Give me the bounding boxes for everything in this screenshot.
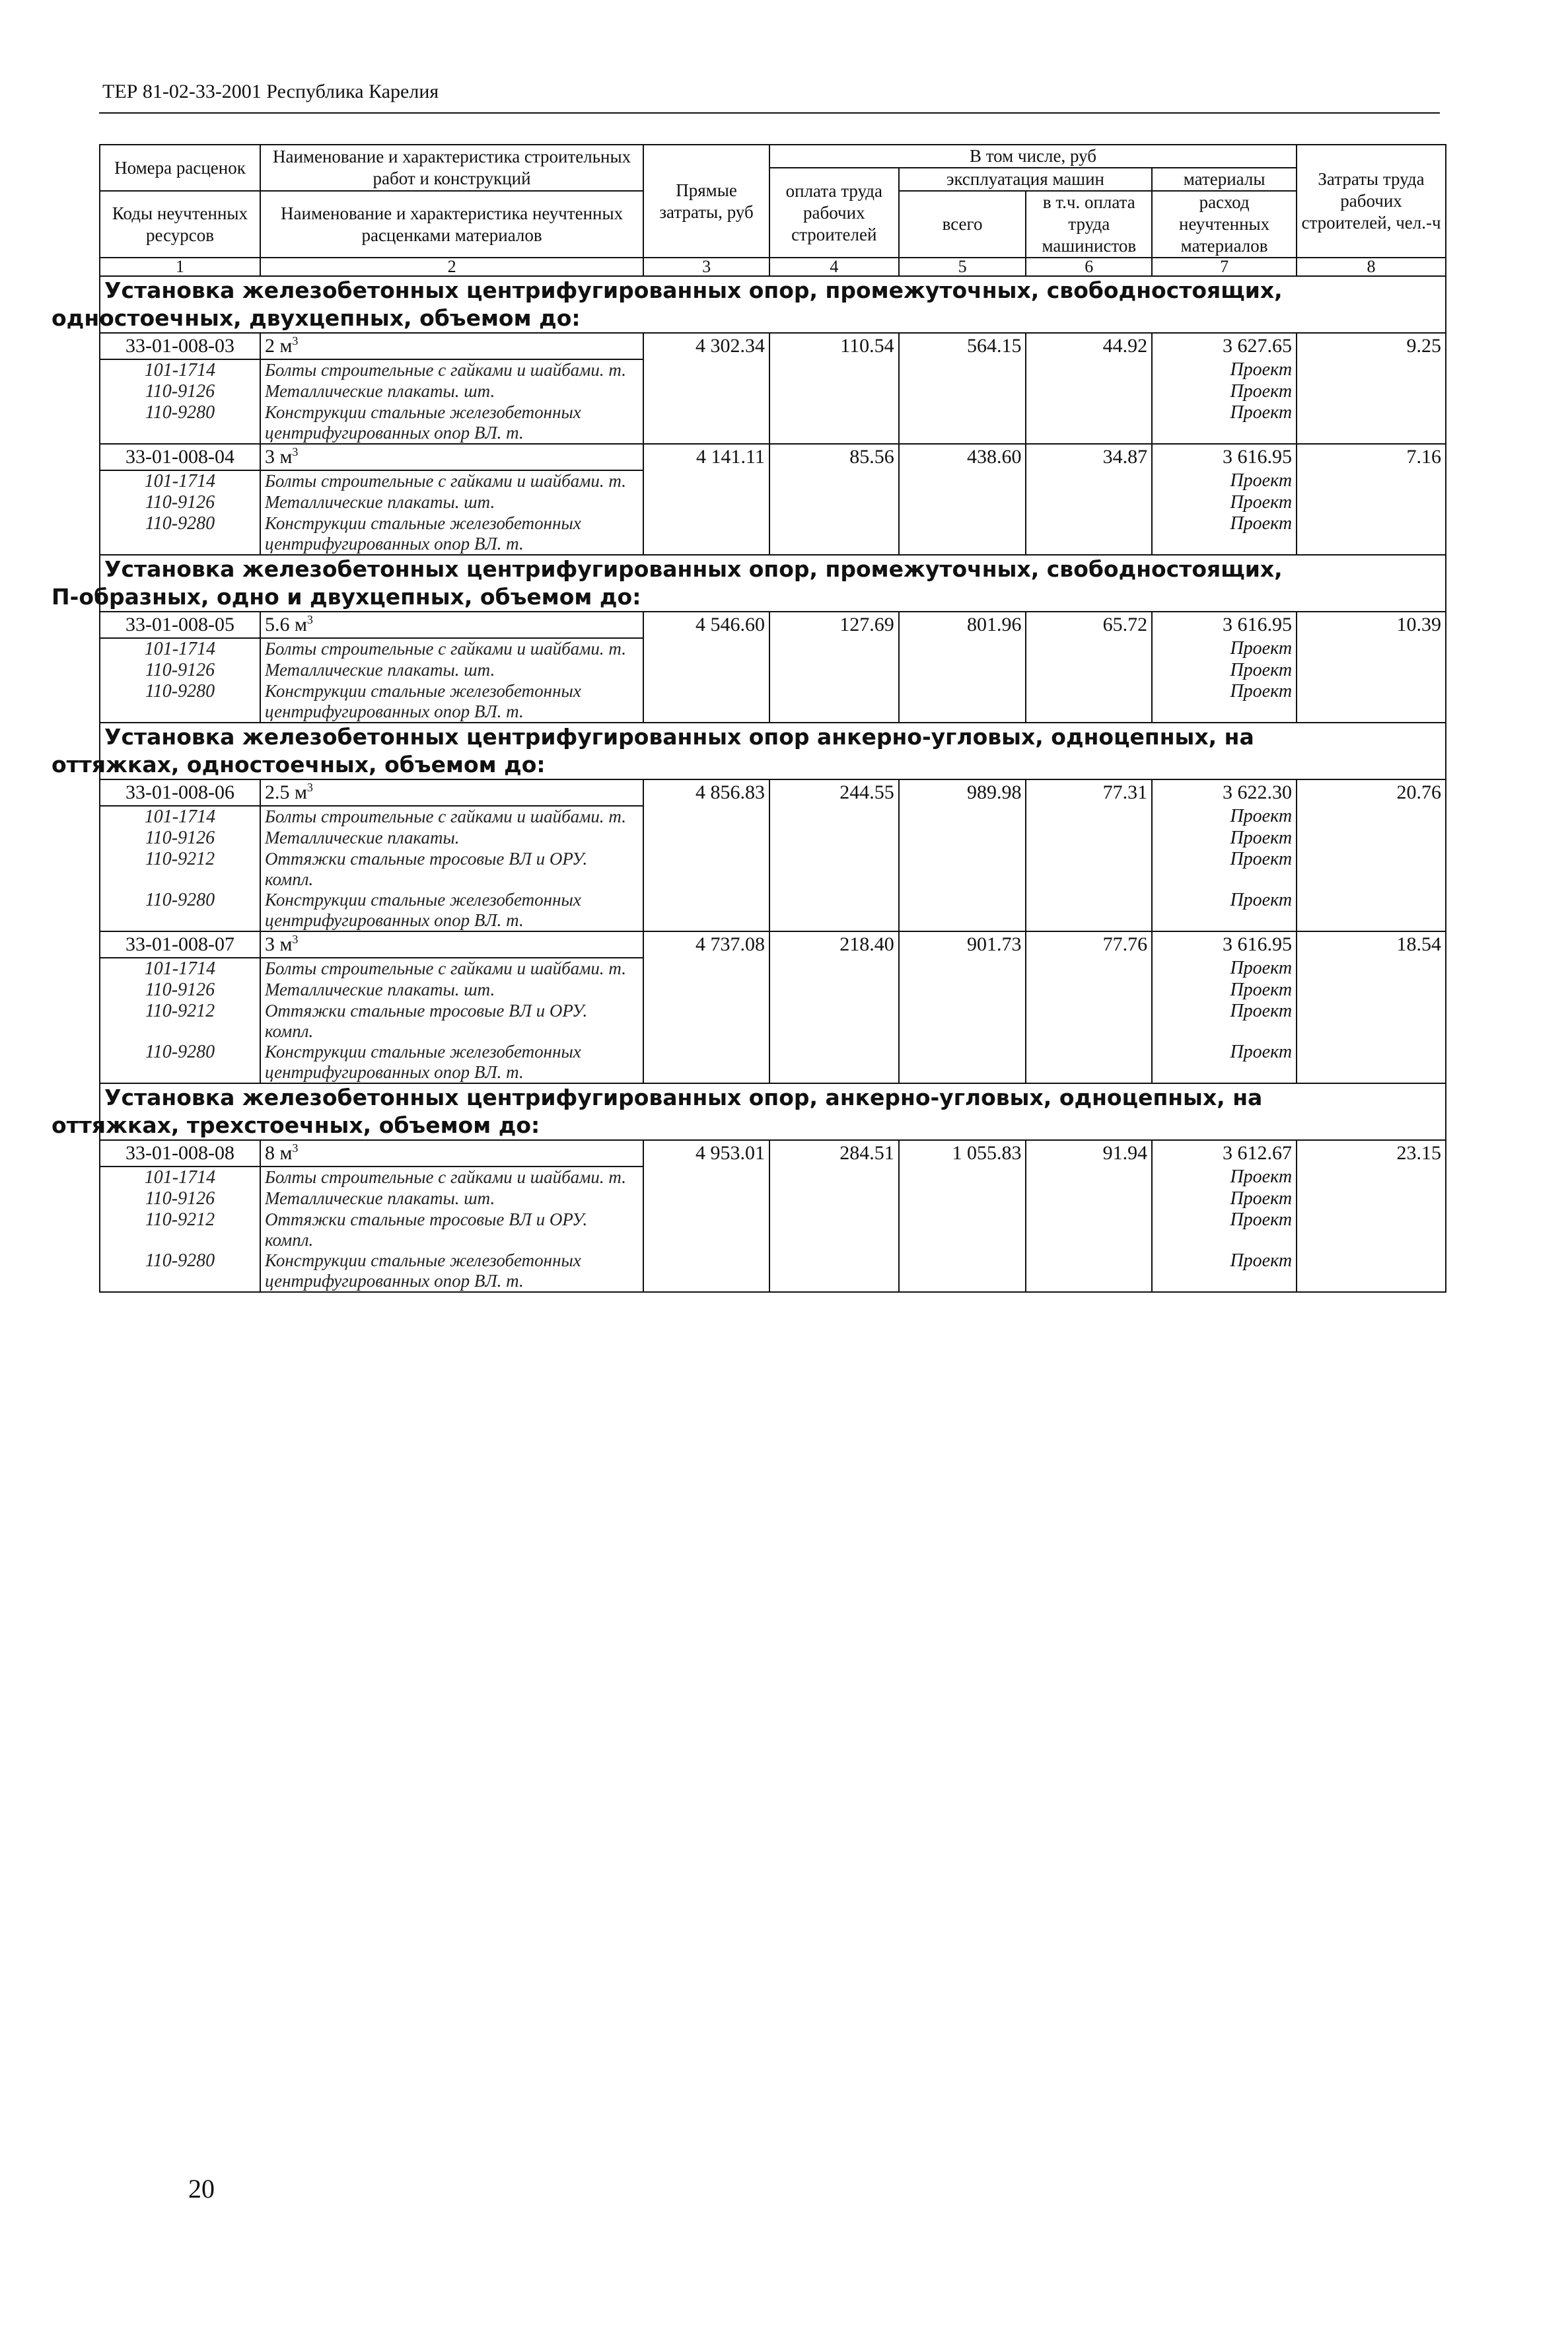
material-usage: Проект — [1152, 660, 1297, 681]
col-operators-pay-header: в т.ч. оплата труда машинистов — [1026, 191, 1152, 258]
section-title — [52, 723, 1446, 779]
rate-row — [100, 1140, 1446, 1167]
rate-row — [100, 931, 1446, 958]
col-resource-codes-header: Коды неучтенных ресурсов — [100, 191, 260, 258]
material-name: Болты строительные с гайками и шайбами. т. — [260, 1167, 643, 1188]
material-code: 101-1714 — [100, 359, 260, 381]
material-name: Болты строительные с гайками и шайбами. т. — [260, 806, 643, 828]
material-name: Металлические плакаты. шт. — [260, 381, 643, 402]
col-labor-hours-header: Затраты труда рабочих строителей, чел.-ч — [1297, 145, 1446, 258]
material-usage: Проект — [1152, 402, 1297, 444]
material-usage: Проект — [1152, 492, 1297, 513]
col-materials-header: материалы — [1152, 168, 1297, 191]
rate-direct: 4 302.34 — [643, 333, 769, 444]
material-code: 101-1714 — [100, 806, 260, 828]
material-code: 110-9280 — [100, 1250, 260, 1292]
col-rate-number-header: Номера расценок — [100, 145, 260, 191]
material-name: Конструкции стальные железобетонных центрифугированных опор ВЛ. т. — [260, 1042, 643, 1083]
rate-direct: 4 737.08 — [643, 931, 769, 1083]
material-code: 110-9126 — [100, 660, 260, 681]
rate-operators: 65.72 — [1026, 612, 1152, 723]
rate-materials: 3 616.95 — [1152, 931, 1297, 958]
col-group-header: В том числе, руб — [769, 145, 1297, 168]
rate-materials: 3 616.95 — [1152, 612, 1297, 638]
col-number: 8 — [1297, 258, 1446, 276]
volume-text: 3 м — [264, 446, 293, 468]
col-materials-usage-header: расход неучтенных материалов — [1152, 191, 1297, 258]
material-name: Оттяжки стальные тросовые ВЛ и ОРУ. компл. — [260, 1209, 643, 1250]
rate-labor: 244.55 — [769, 779, 899, 931]
rate-volume — [260, 333, 643, 359]
rate-labor: 218.40 — [769, 931, 899, 1083]
material-code: 110-9126 — [100, 492, 260, 513]
volume-text: 3 м — [264, 933, 293, 955]
material-name: Конструкции стальные железобетонных центрифугированных опор ВЛ. т. — [260, 1250, 643, 1292]
table-body — [52, 276, 1446, 1292]
table-header — [100, 145, 1446, 276]
rate-row — [100, 333, 1446, 359]
rate-materials: 3 627.65 — [1152, 333, 1297, 359]
rate-hours: 9.25 — [1297, 333, 1446, 444]
header-divider — [99, 112, 1440, 114]
rate-labor: 127.69 — [769, 612, 899, 723]
rate-direct: 4 953.01 — [643, 1140, 769, 1292]
rate-row — [100, 612, 1446, 638]
rate-code: 33-01-008-07 — [100, 931, 260, 958]
material-name: Металлические плакаты. — [260, 828, 643, 849]
material-usage: Проект — [1152, 806, 1297, 828]
section-title-line: Установка железобетонных центрифугированных опор, промежуточных, свободностоящих, — [104, 556, 1283, 582]
rate-volume — [260, 931, 643, 958]
rate-code: 33-01-008-03 — [100, 333, 260, 359]
volume-text: 5.6 м — [264, 614, 307, 635]
material-usage: Проект — [1152, 1167, 1297, 1188]
volume-text: 2 м — [264, 335, 293, 357]
material-usage: Проект — [1152, 359, 1297, 381]
material-usage: Проект — [1152, 1001, 1297, 1042]
rate-materials: 3 612.67 — [1152, 1140, 1297, 1167]
rate-machines: 901.73 — [899, 931, 1026, 1083]
material-usage: Проект — [1152, 513, 1297, 555]
material-usage: Проект — [1152, 638, 1297, 660]
cubic-superscript: 3 — [306, 613, 313, 626]
material-code: 110-9280 — [100, 513, 260, 555]
col-work-name-header: Наименование и характеристика строительных работ и конструкций — [260, 145, 643, 191]
material-name: Конструкции стальные железобетонных центрифугированных опор ВЛ. т. — [260, 681, 643, 723]
rate-volume — [260, 444, 643, 470]
rate-materials: 3 616.95 — [1152, 444, 1297, 470]
material-usage: Проект — [1152, 1042, 1297, 1083]
material-name: Конструкции стальные железобетонных центрифугированных опор ВЛ. т. — [260, 513, 643, 555]
material-usage: Проект — [1152, 849, 1297, 890]
material-name: Металлические плакаты. шт. — [260, 1188, 643, 1209]
col-number: 4 — [769, 258, 899, 276]
section-title-row — [100, 555, 1446, 612]
material-code: 101-1714 — [100, 470, 260, 492]
material-code: 110-9126 — [100, 828, 260, 849]
material-code: 110-9280 — [100, 681, 260, 723]
material-usage: Проект — [1152, 828, 1297, 849]
rate-hours: 23.15 — [1297, 1140, 1446, 1292]
col-number: 3 — [643, 258, 769, 276]
rate-code: 33-01-008-08 — [100, 1140, 260, 1167]
rate-hours: 18.54 — [1297, 931, 1446, 1083]
rate-operators: 44.92 — [1026, 333, 1152, 444]
material-code: 110-9212 — [100, 849, 260, 890]
rate-volume — [260, 1140, 643, 1167]
material-name: Металлические плакаты. шт. — [260, 980, 643, 1001]
cubic-superscript: 3 — [292, 1141, 299, 1155]
section-title-line: оттяжках, трехстоечных, объемом до: — [52, 1112, 540, 1138]
rate-labor: 284.51 — [769, 1140, 899, 1292]
rate-volume — [260, 779, 643, 806]
rates-table — [52, 144, 1446, 1293]
material-name: Конструкции стальные железобетонных центрифугированных опор ВЛ. т. — [260, 890, 643, 931]
cubic-superscript: 3 — [292, 933, 299, 946]
section-title-line: оттяжках, одностоечных, объемом до: — [52, 752, 546, 777]
rate-volume — [260, 612, 643, 638]
col-number: 2 — [260, 258, 643, 276]
cubic-superscript: 3 — [292, 445, 299, 458]
col-number: 7 — [1152, 258, 1297, 276]
material-name: Металлические плакаты. шт. — [260, 492, 643, 513]
material-usage: Проект — [1152, 470, 1297, 492]
section-title-line: одностоечных, двухцепных, объемом до: — [52, 305, 581, 331]
material-usage: Проект — [1152, 890, 1297, 931]
rate-operators: 91.94 — [1026, 1140, 1152, 1292]
material-code: 110-9126 — [100, 1188, 260, 1209]
section-title — [52, 276, 1446, 333]
col-direct-costs-header: Прямые затраты, руб — [643, 145, 769, 258]
rate-machines: 1 055.83 — [899, 1140, 1026, 1292]
material-name: Болты строительные с гайками и шайбами. т. — [260, 359, 643, 381]
rate-operators: 34.87 — [1026, 444, 1152, 555]
section-title-line: Установка железобетонных центрифугированных опор, промежуточных, свободностоящих, — [104, 277, 1283, 303]
section-title-row — [100, 276, 1446, 333]
rate-code: 33-01-008-05 — [100, 612, 260, 638]
section-title-row — [100, 723, 1446, 779]
section-title — [52, 1083, 1446, 1140]
material-name: Металлические плакаты. шт. — [260, 660, 643, 681]
col-number: 1 — [100, 258, 260, 276]
material-name: Оттяжки стальные тросовые ВЛ и ОРУ. компл. — [260, 849, 643, 890]
rate-code: 33-01-008-04 — [100, 444, 260, 470]
material-code: 110-9212 — [100, 1001, 260, 1042]
material-usage: Проект — [1152, 681, 1297, 723]
section-title-row — [100, 1083, 1446, 1140]
material-code: 110-9126 — [100, 980, 260, 1001]
rate-machines: 564.15 — [899, 333, 1026, 444]
col-labor-pay-header: оплата труда рабочих строителей — [769, 168, 899, 258]
material-name: Болты строительные с гайками и шайбами. т. — [260, 470, 643, 492]
material-name: Болты строительные с гайками и шайбами. т. — [260, 958, 643, 980]
col-machines-header: эксплуатация машин — [899, 168, 1152, 191]
rate-code: 33-01-008-06 — [100, 779, 260, 806]
rate-machines: 989.98 — [899, 779, 1026, 931]
material-code: 110-9126 — [100, 381, 260, 402]
rate-row — [100, 444, 1446, 470]
material-code: 110-9212 — [100, 1209, 260, 1250]
rate-materials: 3 622.30 — [1152, 779, 1297, 806]
rate-direct: 4 141.11 — [643, 444, 769, 555]
rate-hours: 10.39 — [1297, 612, 1446, 723]
page-number: 20 — [188, 2174, 215, 2204]
volume-text: 2.5 м — [264, 781, 307, 803]
section-title-line: Установка железобетонных центрифугированных опор, анкерно-угловых, одноцепных, на — [104, 1085, 1263, 1110]
rate-operators: 77.31 — [1026, 779, 1152, 931]
rate-row — [100, 779, 1446, 806]
volume-text: 8 м — [264, 1142, 293, 1164]
rate-machines: 438.60 — [899, 444, 1026, 555]
material-code: 110-9280 — [100, 402, 260, 444]
document-header: ТЕР 81-02-33-2001 Республика Карелия — [102, 81, 439, 102]
rate-labor: 110.54 — [769, 333, 899, 444]
material-name: Болты строительные с гайками и шайбами. т. — [260, 638, 643, 660]
material-usage: Проект — [1152, 381, 1297, 402]
rate-direct: 4 546.60 — [643, 612, 769, 723]
material-code: 110-9280 — [100, 1042, 260, 1083]
col-number: 6 — [1026, 258, 1152, 276]
cubic-superscript: 3 — [292, 334, 299, 347]
col-number: 5 — [899, 258, 1026, 276]
section-title — [52, 555, 1446, 612]
material-name: Конструкции стальные железобетонных центрифугированных опор ВЛ. т. — [260, 402, 643, 444]
col-material-name-header: Наименование и характеристика неучтенных расценками материалов — [260, 191, 643, 258]
material-code: 101-1714 — [100, 958, 260, 980]
column-numbers-row — [100, 258, 1446, 276]
cubic-superscript: 3 — [306, 781, 313, 794]
material-usage: Проект — [1152, 1209, 1297, 1250]
material-code: 101-1714 — [100, 1167, 260, 1188]
material-usage: Проект — [1152, 980, 1297, 1001]
section-title-line: Установка железобетонных центрифугированных опор анкерно-угловых, одноцепных, на — [104, 724, 1254, 750]
material-usage: Проект — [1152, 1188, 1297, 1209]
rate-operators: 77.76 — [1026, 931, 1152, 1083]
rate-direct: 4 856.83 — [643, 779, 769, 931]
col-machines-total-header: всего — [899, 191, 1026, 258]
material-code: 110-9280 — [100, 890, 260, 931]
rate-machines: 801.96 — [899, 612, 1026, 723]
material-usage: Проект — [1152, 958, 1297, 980]
rate-hours: 7.16 — [1297, 444, 1446, 555]
section-title-line: П-образных, одно и двухцепных, объемом до: — [52, 584, 641, 610]
rate-labor: 85.56 — [769, 444, 899, 555]
rate-hours: 20.76 — [1297, 779, 1446, 931]
material-code: 101-1714 — [100, 638, 260, 660]
material-usage: Проект — [1152, 1250, 1297, 1292]
material-name: Оттяжки стальные тросовые ВЛ и ОРУ. компл. — [260, 1001, 643, 1042]
